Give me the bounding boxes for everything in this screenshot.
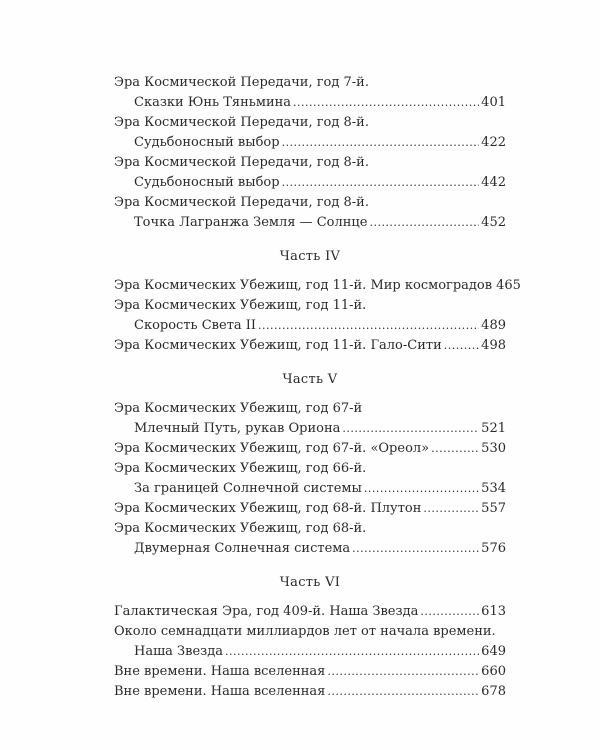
toc-entry xyxy=(114,479,506,499)
dot-leader xyxy=(364,479,479,499)
dot-leader xyxy=(352,539,479,559)
toc-entry xyxy=(114,662,506,682)
toc-entry xyxy=(114,602,506,622)
toc-entry-title: Судьбоносный выбор xyxy=(134,175,280,190)
toc-entry-title: За границей Солнечной системы xyxy=(134,481,362,496)
toc-entry-page-number: 660 xyxy=(481,664,506,679)
toc-entry-title: Сказки Юнь Тяньмина xyxy=(134,95,292,110)
toc-entry xyxy=(114,193,506,213)
dot-leader xyxy=(327,682,479,702)
dot-leader xyxy=(369,213,479,233)
toc-entry-title: Эра Космических Убежищ, год 11-й. Мир космоградов xyxy=(114,278,493,293)
toc-entry-page-number: 530 xyxy=(481,441,506,456)
toc-entry xyxy=(114,439,506,459)
toc-entry-page-number: 649 xyxy=(481,644,506,659)
toc-entry-page-number: 534 xyxy=(481,481,506,496)
dot-leader xyxy=(258,316,479,336)
toc-section-part-5 xyxy=(114,399,506,559)
dot-leader xyxy=(420,602,479,622)
dot-leader xyxy=(342,419,479,439)
toc-entry-title: Эра Космической Передачи, год 8-й. xyxy=(114,115,369,130)
toc-entry xyxy=(114,519,506,539)
toc-entry-title: Скорость Света II xyxy=(134,318,257,333)
toc-entry-title: Двумерная Солнечная система xyxy=(134,541,351,556)
toc-entry xyxy=(114,682,506,702)
toc-entry-title: Эра Космической Передачи, год 7-й. xyxy=(114,75,369,90)
toc-entry xyxy=(114,113,506,133)
table-of-contents xyxy=(114,73,521,702)
toc-entry-page-number: 521 xyxy=(481,421,506,436)
toc-entry-title: Эра Космических Убежищ, год 67-й xyxy=(114,401,363,416)
dot-leader xyxy=(225,642,479,662)
toc-entry-title: Вне времени. Наша вселенная xyxy=(114,664,326,679)
toc-entry xyxy=(114,276,521,296)
toc-entry xyxy=(114,419,506,439)
toc-entry-title: Эра Космических Убежищ, год 68-й. Плутон xyxy=(114,501,422,516)
toc-entry-page-number: 557 xyxy=(481,501,506,516)
toc-entry xyxy=(114,622,506,642)
toc-entry-title: Вне времени. Наша вселенная xyxy=(114,684,326,699)
toc-entry-title: Судьбоносный выбор xyxy=(134,135,280,150)
part-5-title: Часть V xyxy=(282,372,338,387)
toc-entry-page-number: 498 xyxy=(481,338,506,353)
toc-entry-page-number: 401 xyxy=(481,95,506,110)
toc-entry xyxy=(114,459,506,479)
toc-entry-title: Эра Космических Убежищ, год 67-й. «Ореол» xyxy=(114,441,430,456)
toc-entry xyxy=(114,173,506,193)
toc-entry xyxy=(114,316,506,336)
dot-leader xyxy=(431,439,479,459)
dot-leader xyxy=(423,499,479,519)
toc-entry-title: Млечный Путь, рукав Ориона xyxy=(134,421,341,436)
toc-entry xyxy=(114,153,506,173)
toc-entry-title: Около семнадцати миллиардов лет от начала времени. xyxy=(114,624,496,639)
toc-entry-page-number: 465 xyxy=(496,278,521,293)
part-4-title: Часть IV xyxy=(279,249,341,264)
toc-entry xyxy=(114,539,506,559)
toc-entry-page-number: 442 xyxy=(481,175,506,190)
dot-leader xyxy=(327,662,479,682)
toc-entry xyxy=(114,336,506,356)
toc-entry-page-number: 489 xyxy=(481,318,506,333)
toc-entry xyxy=(114,499,506,519)
toc-entry xyxy=(114,213,506,233)
toc-entry-page-number: 613 xyxy=(481,604,506,619)
dot-leader xyxy=(282,133,480,153)
toc-entry xyxy=(114,93,506,113)
toc-entry-title: Эра Космических Убежищ, год 11-й. xyxy=(114,298,367,313)
part-6-title: Часть VI xyxy=(279,575,341,590)
toc-section-top xyxy=(114,73,506,233)
toc-entry xyxy=(114,642,506,662)
toc-entry xyxy=(114,399,506,419)
toc-section-part-4 xyxy=(114,276,521,356)
toc-section-part-6 xyxy=(114,602,506,702)
toc-entry-page-number: 576 xyxy=(481,541,506,556)
toc-entry-title: Эра Космических Убежищ, год 68-й. xyxy=(114,521,367,536)
toc-entry-title: Эра Космической Передачи, год 8-й. xyxy=(114,155,369,170)
toc-entry-title: Точка Лагранжа Земля — Солнце xyxy=(134,215,368,230)
dot-leader xyxy=(282,173,480,193)
toc-entry-page-number: 422 xyxy=(481,135,506,150)
toc-entry-title: Галактическая Эра, год 409-й. Наша Звезда xyxy=(114,604,419,619)
toc-entry xyxy=(114,73,506,93)
toc-entry-page-number: 452 xyxy=(481,215,506,230)
toc-entry xyxy=(114,296,506,316)
dot-leader xyxy=(293,93,479,113)
toc-entry xyxy=(114,133,506,153)
toc-entry-title: Эра Космической Передачи, год 8-й. xyxy=(114,195,369,210)
toc-entry-title: Наша Звезда xyxy=(134,644,224,659)
dot-leader xyxy=(444,336,479,356)
toc-entry-title: Эра Космических Убежищ, год 66-й. xyxy=(114,461,367,476)
toc-entry-page-number: 678 xyxy=(481,684,506,699)
toc-entry-title: Эра Космических Убежищ, год 11-й. Гало-Сити xyxy=(114,338,442,353)
